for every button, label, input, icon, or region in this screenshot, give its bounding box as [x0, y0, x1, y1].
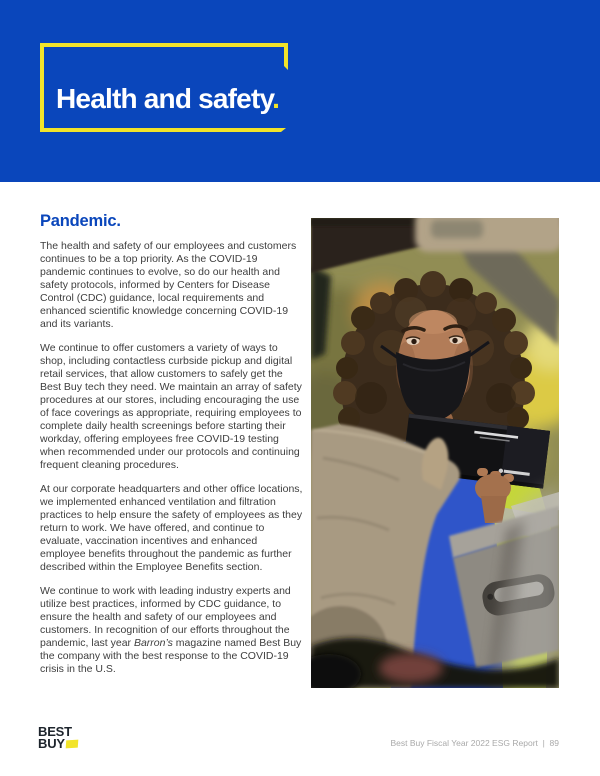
page-title-period: . — [272, 83, 280, 114]
page-info: Best Buy Fiscal Year 2022 ESG Report | 89 — [390, 738, 559, 748]
paragraph-2: We continue to offer customers a variety of ways to shop, including contactless curbside pickup and digital retail services, that allow customers to safely get the Best Buy tech they need. We maintain an array of safety procedures at our stores, including encouraging the use of face coverings as appropriate, requiring employees to complete daily health screenings before starting their workday, offering employees free COVID-19 testing when recommended under our protocols and continuing frequent cleaning procedures. — [40, 342, 302, 471]
paragraph-4-text: We continue to work with leading industry experts and utilize best practices, informed by CDC guidance, to ensure the health and safety of our employees and customers. In recognition of our efforts throughout the pandemic, last year — [40, 585, 291, 649]
section-heading: Pandemic. — [40, 212, 121, 230]
paragraph-1: The health and safety of our employees and customers continues to be a top priority. As the COVID-19 pandemic continues to evolve, so do our health and safety protocols, informed by Centers for Disease Control (CDC) guidance, local requirements and enhanced scientific knowledge concerning COVID-19 and its variants. — [40, 240, 297, 330]
header-banner — [0, 0, 600, 182]
bestbuy-logo-line2: BUY — [38, 735, 65, 751]
bestbuy-logo-line1: BEST — [38, 724, 72, 739]
page-title-text: Health and safety — [56, 83, 273, 114]
bestbuy-logo — [38, 726, 78, 749]
paragraph-4 — [40, 585, 304, 676]
curbside-pickup-photo — [311, 218, 559, 688]
page-title — [56, 84, 279, 114]
bestbuy-logo-tag-icon — [66, 739, 79, 748]
body-text-column — [40, 211, 304, 687]
paragraph-4-italic: Barron’s — [133, 637, 173, 649]
paragraph-4-text-end: magazine named Best Buy the company with the best response to the COVID-19 crisis in the U.S. — [40, 637, 302, 675]
paragraph-3: At our corporate headquarters and other office locations, we implemented enhanced ventilation and filtration practices to help ensure the safety of employees as they return to work. We have offered, and continue to evaluate, vaccination incentives and enhanced employee benefits throughout the pandemic as further described within the Employee Benefits section. — [40, 483, 303, 573]
photo-illustration — [311, 218, 559, 688]
